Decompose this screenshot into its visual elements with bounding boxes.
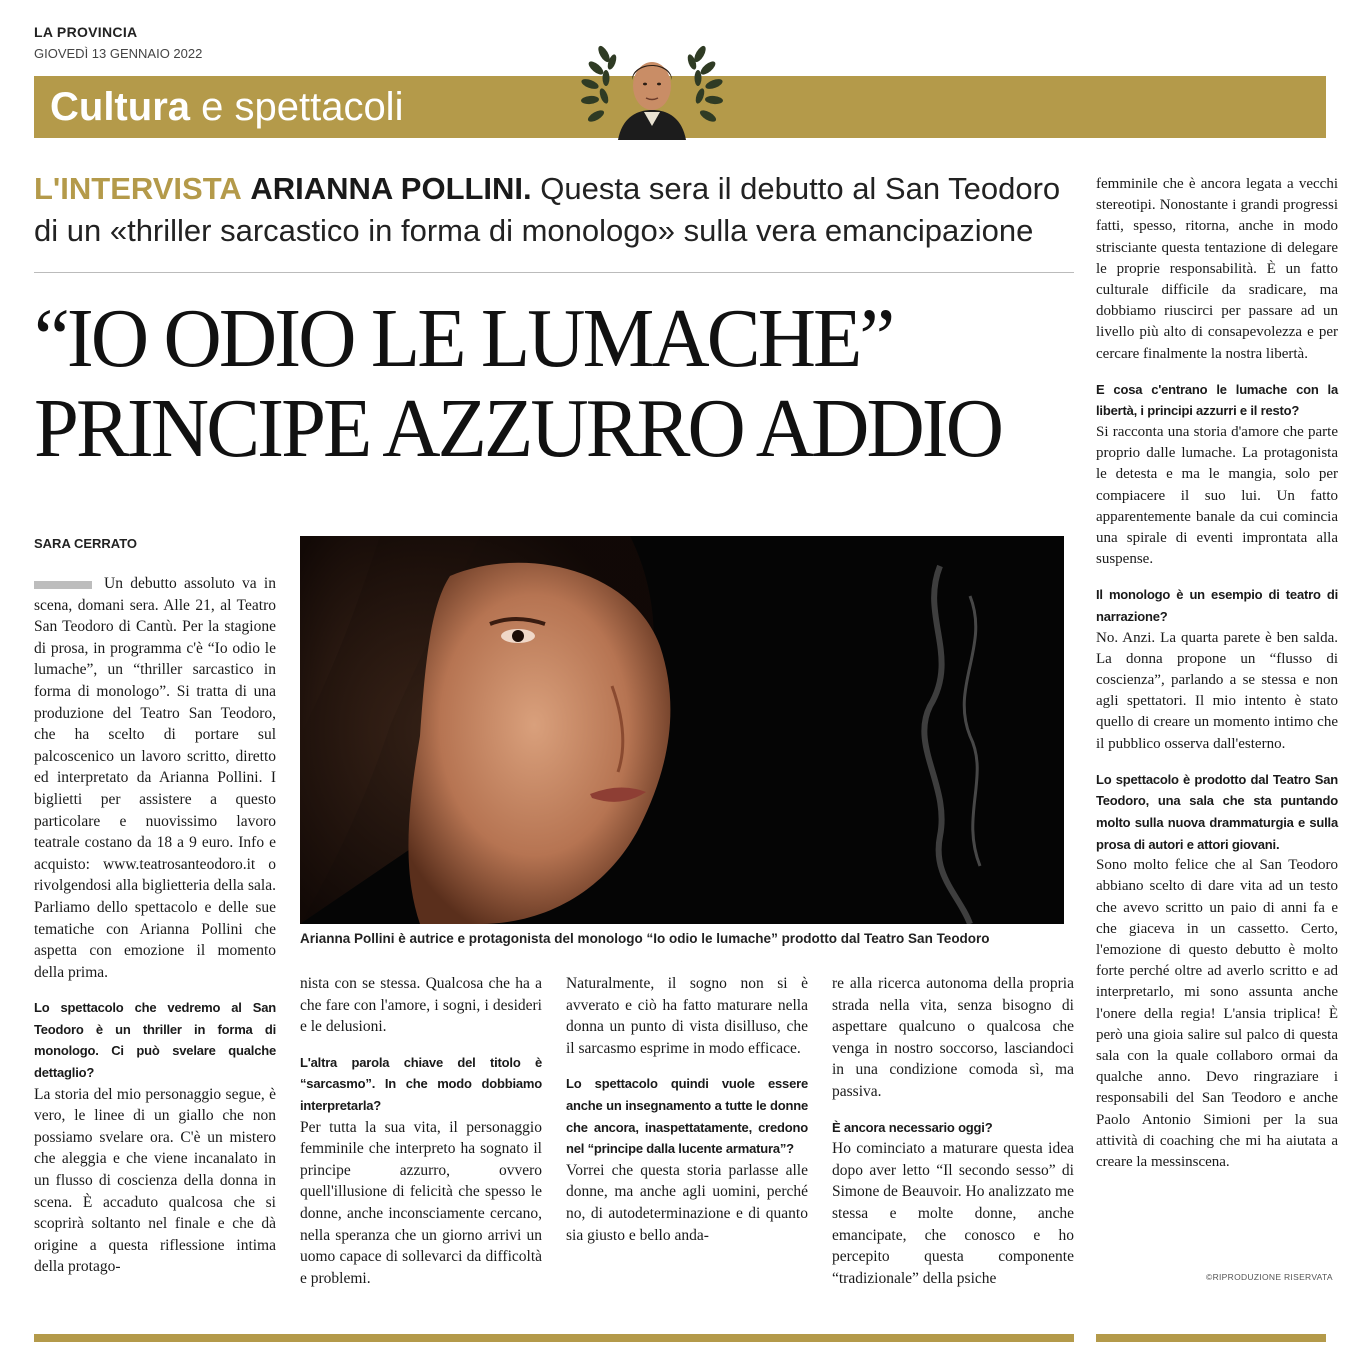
question-1: Lo spettacolo che vedremo al San Teodoro è un thriller in forma di monologo. Ci può svelare qualche dettaglio? xyxy=(34,1000,276,1081)
photo-caption: Arianna Pollini è autrice e protagonista del monologo “Io odio le lumache” prodotto dal Teatro San Teodoro xyxy=(300,931,990,946)
article-column-5 xyxy=(1096,174,1338,1173)
headline-line-1: “IO ODIO LE LUMACHE” xyxy=(34,292,893,385)
answer-1: La storia del mio personaggio segue, è vero, le linee di un giallo che non possiamo svelare ora. C'è un mistero che aleggia e che viene incanalato in un flusso di coscienza della donna in scena. È accaduto qualcosa che si scoprirà soltanto nel finale e che dà origine a questa riflessione intima della protago- xyxy=(34,1085,276,1276)
question-4: È ancora necessario oggi? xyxy=(832,1119,993,1135)
question-5: E cosa c'entrano le lumache con la libertà, i principi azzurri e il resto? xyxy=(1096,381,1338,419)
lead-paragraph: Un debutto assoluto va in scena, domani sera. Alle 21, al Teatro San Teodoro di Cantù. Per la stagione di prosa, in programma c'è “Io odio le lumache”, un “thriller sarcastico in forma di monologo”. Si tratta di una produzione del Teatro San Teodoro, che ha scelto di portare sul palcoscenico un lavoro scritto, diretto ed interpretato da Arianna Pollini. I biglietti per assistere a questo particolare e nuovissimo lavoro teatrale costano da 18 a 9 euro. Info e acquisto: www.teatrosanteodoro.it o rivolgendosi alla biglietteria della sala. Parliamo dello spettacolo e delle sue tematiche con Arianna Pollini che aspetta con emozione il momento della prima. xyxy=(34,575,276,981)
article-column-2 xyxy=(300,973,542,1289)
section-title-bold: Cultura xyxy=(50,85,190,129)
answer-4: Ho cominciato a maturare questa idea dopo aver letto “Il secondo sesso” di Simone de Beauvoir. Ho analizzato me stessa e molte donne, anche emancipate, che conosco e ho percepito questa componente “tradizionale” della psiche xyxy=(832,1140,1074,1287)
headline xyxy=(34,294,1052,474)
answer-5: Si racconta una storia d'amore che parte proprio dalle lumache. La protagonista le detesta e ma le mangia, solo per compiacere il suo lui. Un fatto apparentemente banale da cui comincia una spirale di eventi improntata alla suspense. xyxy=(1096,424,1338,568)
kicker-text: Questa sera il debutto al San Teodoro di un «thriller sarcastico in forma di monologo» sulla vera emancipazione xyxy=(34,171,1061,248)
answer-2: Per tutta la sua vita, il personaggio femminile che interpreto ha sognato il principe azzurro, ovvero quell'illusione di felicità che spesso le donne, anche inconsciamente cercano, nella speranza che un giorno arrivi un uomo capace di sollevarci da difficoltà e problemi. xyxy=(300,1118,542,1287)
masthead-name: LA PROVINCIA xyxy=(34,24,138,40)
laurel-portrait-emblem xyxy=(574,34,730,140)
section-title xyxy=(50,84,403,130)
answer-3-cont: re alla ricerca autonoma della propria strada nella vita, senza bisogno di aspettare qualcuno o qualcosa che venga in nostro soccorso, lasciandoci in una condizione comoda sì, ma passiva. xyxy=(832,975,1074,1100)
answer-1-cont: nista con se stessa. Qualcosa che ha a che fare con l'amore, i sogni, i desideri e le delusioni. xyxy=(300,975,542,1036)
copyright-notice: ©RIPRODUZIONE RISERVATA xyxy=(1206,1272,1333,1282)
article-column-3 xyxy=(566,973,808,1246)
portrait-icon xyxy=(618,62,686,140)
footer-band-right xyxy=(1096,1334,1326,1342)
section-title-light: e spettacoli xyxy=(190,85,404,129)
answer-6: No. Anzi. La quarta parete è ben salda. La donna propone un “flusso di coscienza”, parlando a se stessa e non agli spettatori. Il mio intento è stato quello di creare un momento intimo che il pubblico osserva dall'esterno. xyxy=(1096,629,1338,752)
question-6: Il monologo è un esempio di teatro di narrazione? xyxy=(1096,587,1338,625)
answer-7: Sono molto felice che al San Teodoro abbiano scelto di dare vita ad un testo che avevo scritto un paio di anni fa e che giaceva in un cassetto. Certo, l'emozione di questo debutto è molto forte perché oltre ad averlo scritto e ad interpretarlo, mi sono assunta anche l'onere della regia! L'ansia triplica! È però una gioia salire sul palco di questa sala con la quale collaboro ormai da qualche anno. Devo ringraziare i responsabili del San Teodoro e anche Paolo Antonio Simioni per la sua attività di coaching che mi ha aiutata a creare la messinscena. xyxy=(1096,857,1338,1171)
question-7: Lo spettacolo è prodotto dal Teatro San Teodoro, una sala che sta puntando molto sulla nuova drammaturgia e sulla prosa di autori e attori giovani. xyxy=(1096,771,1338,852)
divider xyxy=(34,272,1074,273)
article-column-1 xyxy=(34,573,276,1278)
article-photo xyxy=(300,536,1064,924)
headline-line-2: PRINCIPE AZZURRO ADDIO xyxy=(34,382,1002,475)
answer-4-cont: femminile che è ancora legata a vecchi stereotipi. Nonostante i grandi progressi fatti, spesso, ritorna, anche in modo strisciante questa tentazione di delegare le proprie responsabilità. È un fatto culturale difficile da sradicare, ma dobbiamo riuscirci per passare ad un livello più alto di consapevolezza e per cercare finalmente la nostra libertà. xyxy=(1096,176,1338,362)
kicker xyxy=(34,168,1074,252)
article-column-4 xyxy=(832,973,1074,1289)
byline: SARA CERRATO xyxy=(34,536,138,551)
kicker-name: ARIANNA POLLINI. xyxy=(250,171,532,206)
masthead-date: GIOVEDÌ 13 GENNAIO 2022 xyxy=(34,46,203,61)
question-2: L'altra parola chiave del titolo è “sarcasmo”. In che modo dobbiamo interpretarla? xyxy=(300,1054,542,1113)
portrait-photo-illustration xyxy=(300,536,1064,924)
answer-2-cont: Naturalmente, il sogno non si è avverato e ciò ha fatto maturare nella donna un punto di vista disilluso, che il sarcasmo esprime in modo efficace. xyxy=(566,975,808,1057)
footer-band-left xyxy=(34,1334,1074,1342)
kicker-label: L'INTERVISTA xyxy=(34,171,242,206)
answer-3: Vorrei che questa storia parlasse alle donne, ma anche agli uomini, perché no, di autodeterminazione e di quanto sia giusto e bello anda- xyxy=(566,1161,808,1244)
question-3: Lo spettacolo quindi vuole essere anche un insegnamento a tutte le donne che ancora, inaspettatamente, credono nel “principe dalla lucente armatura”? xyxy=(566,1076,808,1157)
